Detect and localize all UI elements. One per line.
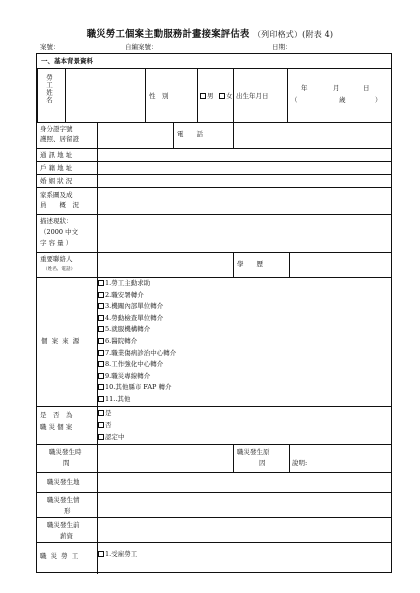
form-title — [0, 26, 420, 40]
case-source-label: 個 案 來 源 — [41, 337, 81, 345]
section-basic-info: 一、基本背景資料 — [41, 57, 93, 65]
description-capacity-label: （2000 中文 — [40, 228, 79, 236]
cause-label-2: 因 — [259, 459, 266, 467]
row-divider — [37, 214, 391, 215]
col-divider — [65, 68, 66, 122]
birth-date-label: 出生年月日 — [236, 92, 269, 100]
description-label: 描述現狀： — [40, 217, 73, 225]
row-divider — [37, 406, 391, 407]
worker-type-option[interactable] — [98, 550, 137, 558]
row-divider — [37, 444, 391, 445]
family-members-label: 員 概 況 — [40, 201, 79, 209]
row-divider — [37, 161, 391, 162]
registered-address-label: 戶 籍 地 址 — [40, 164, 73, 172]
age-open-paren: （ — [291, 96, 298, 104]
marital-status-label: 婚 姻 狀 況 — [40, 177, 73, 185]
case-source-option-label: 9.職災專線轉介 — [105, 371, 151, 380]
checkbox-icon[interactable] — [98, 410, 104, 416]
worker-type-option-label: 1.受雇勞工 — [105, 550, 138, 558]
checkbox-icon[interactable] — [98, 551, 104, 557]
female-label: 女 — [226, 92, 233, 100]
col-divider — [287, 68, 288, 122]
case-source-option-label: 7.職業傷病診治中心轉介 — [105, 348, 177, 357]
checkbox-icon[interactable] — [98, 350, 104, 356]
row-divider — [37, 68, 391, 69]
checkbox-icon[interactable] — [98, 303, 104, 309]
checkbox-icon[interactable] — [98, 326, 104, 332]
assessment-form-table — [36, 53, 392, 573]
row-divider — [37, 277, 391, 278]
cause-label: 職災發生原 — [237, 448, 270, 456]
title-main: 職災勞工個案主動服務計畫接案評估表 — [86, 29, 250, 40]
occurrence-time-label: 職災發生時 — [49, 448, 82, 456]
checkbox-icon[interactable] — [98, 315, 104, 321]
case-source-option-label: 6.醫院轉介 — [105, 337, 138, 345]
row-divider — [37, 517, 391, 518]
birth-day-label: 日 — [363, 84, 370, 92]
col-divider — [289, 444, 290, 472]
education-label: 學 歷 — [237, 260, 263, 268]
col-divider — [289, 252, 290, 277]
self-number-label: 自編案號： — [125, 43, 158, 51]
contact-hint-label: （姓名、電話） — [43, 267, 76, 272]
case-status-option-label: 是 — [105, 409, 112, 417]
case-source-option-label: 11..其他 — [105, 395, 131, 403]
case-source-option-label: 8.工作強化中心轉介 — [105, 360, 164, 369]
case-source-option[interactable] — [98, 314, 163, 322]
case-source-option[interactable] — [98, 383, 171, 391]
checkbox-icon[interactable] — [98, 338, 104, 344]
row-divider — [37, 472, 391, 473]
passport-label: 護照、居留證 — [40, 135, 79, 143]
col-divider — [173, 122, 174, 148]
row-divider — [37, 148, 391, 149]
checkbox-icon[interactable] — [98, 292, 104, 298]
salary-label: 職災發生前 — [47, 521, 80, 529]
gender-male-option[interactable] — [200, 92, 214, 100]
row-divider — [37, 122, 391, 123]
case-source-option-label: 1.勞工主動求助 — [105, 279, 151, 287]
checkbox-icon[interactable] — [219, 93, 225, 99]
case-source-option[interactable] — [98, 372, 150, 380]
family-tree-label: 家系圖及成 — [40, 191, 73, 199]
case-status-option-label: 認定中 — [105, 432, 125, 441]
case-source-option[interactable] — [98, 360, 163, 368]
gender-female-option[interactable] — [219, 92, 233, 100]
worker-name-label: 勞工姓名 — [45, 74, 53, 104]
col-divider — [233, 122, 234, 148]
title-sub: （列印格式）(附表 4) — [252, 30, 334, 39]
col-divider — [145, 68, 146, 122]
checkbox-icon[interactable] — [98, 373, 104, 379]
worker-type-label: 職 災 勞 工 — [40, 552, 80, 560]
case-source-option[interactable] — [98, 279, 150, 287]
checkbox-icon[interactable] — [98, 280, 104, 286]
salary-label-2: 薪資 — [60, 532, 73, 540]
gender-label: 性 別 — [149, 92, 169, 100]
col-divider — [37, 68, 38, 122]
id-number-label: 身分證字號 — [40, 125, 73, 133]
is-case-label: 是 否 為 — [40, 411, 73, 419]
col-divider — [233, 444, 234, 472]
case-number-label: 案號： — [40, 43, 60, 51]
case-source-option-label: 2.職安署轉介 — [105, 290, 144, 299]
case-status-option[interactable] — [98, 421, 112, 429]
checkbox-icon[interactable] — [200, 93, 206, 99]
col-divider — [233, 252, 234, 277]
checkbox-icon[interactable] — [98, 361, 104, 367]
case-source-option[interactable] — [98, 291, 144, 299]
case-source-option-label: 5.就服機構轉介 — [105, 325, 151, 334]
case-status-option-label: 否 — [105, 420, 112, 429]
case-source-option[interactable] — [98, 337, 137, 345]
case-source-option-label: 3.機關內部單位轉介 — [105, 302, 164, 311]
date-label: 日期： — [272, 43, 292, 51]
age-label: 歲 — [339, 96, 346, 104]
mailing-address-label: 通 訊 地 址 — [40, 151, 73, 159]
male-label: 男 — [207, 92, 214, 100]
emergency-contact-label: 重要聯絡人 — [40, 255, 73, 263]
birth-year-label: 年 — [301, 84, 308, 92]
row-divider — [37, 542, 391, 543]
checkbox-icon[interactable] — [98, 434, 104, 440]
row-divider — [37, 492, 391, 493]
phone-label: 電 話 — [177, 130, 203, 138]
case-source-option[interactable] — [98, 395, 130, 403]
description-capacity-label-2: 字 容 量 ） — [40, 239, 73, 247]
checkbox-icon[interactable] — [98, 422, 104, 428]
occurrence-place-label: 職災發生地 — [47, 478, 80, 486]
birth-month-label: 月 — [333, 84, 340, 92]
case-status-option[interactable] — [98, 433, 125, 441]
case-source-option[interactable] — [98, 349, 176, 357]
situation-label: 職災發生情 — [47, 496, 80, 504]
situation-label-2: 形 — [64, 507, 71, 515]
row-divider — [37, 187, 391, 188]
row-divider — [37, 252, 391, 253]
is-case-label-2: 職 災 個 案 — [40, 423, 73, 431]
occurrence-time-label-2: 間 — [63, 459, 70, 467]
case-status-option[interactable] — [98, 409, 112, 417]
row-divider — [37, 174, 391, 175]
checkbox-icon[interactable] — [98, 384, 104, 390]
case-source-option[interactable] — [98, 302, 163, 310]
col-divider — [233, 68, 234, 122]
col-divider — [197, 68, 198, 122]
case-source-option-label: 4.勞動檢查單位轉介 — [105, 313, 164, 322]
explain-label: 說明: — [292, 459, 308, 467]
age-close-paren: ） — [375, 96, 382, 104]
checkbox-icon[interactable] — [98, 396, 104, 402]
case-source-option-label: 10.其他縣市 FAP 轉介 — [105, 383, 172, 392]
case-source-option[interactable] — [98, 325, 150, 333]
